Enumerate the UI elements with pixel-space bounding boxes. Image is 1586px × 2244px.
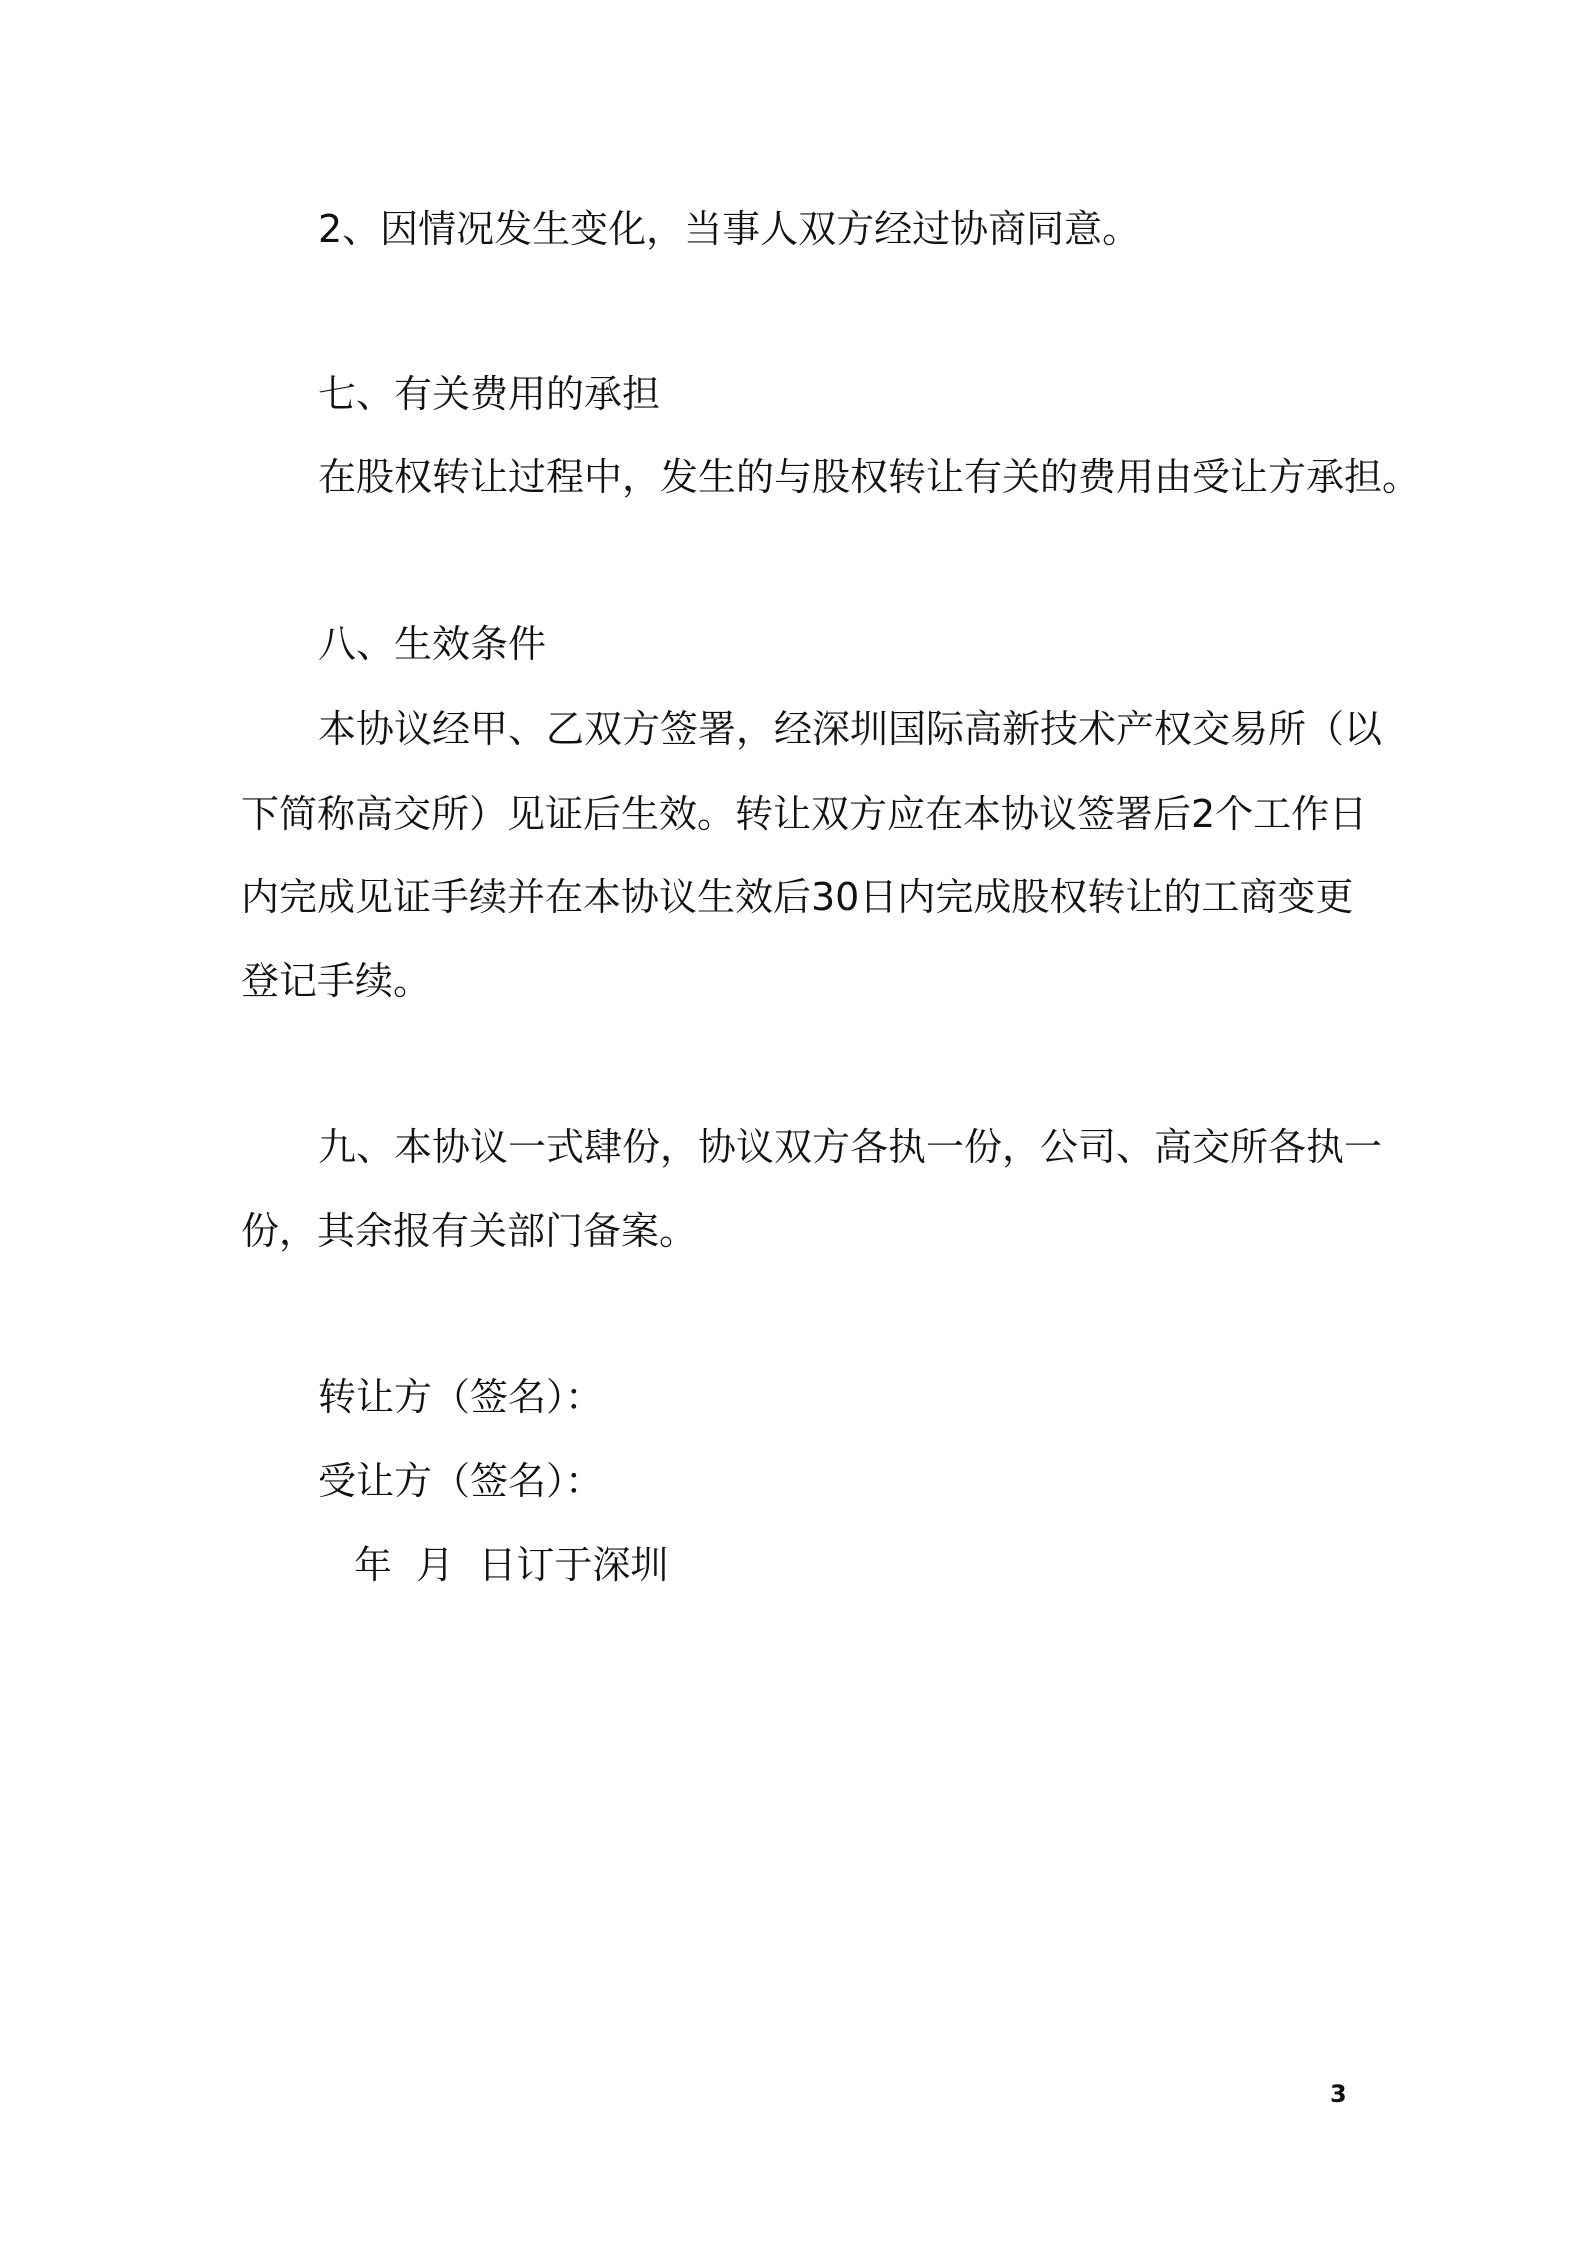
clause-2-paragraph: 2、因情况发生变化，当事人双方经过协商同意。 [318, 207, 1141, 251]
section-8-paragraph-line-3: 内完成见证手续并在本协议生效后30日内完成股权转让的工商变更 [241, 875, 1354, 919]
transferee-signature-line: 受让方（签名）： [318, 1459, 604, 1503]
section-9-paragraph-line-2: 份，其余报有关部门备案。 [241, 1209, 698, 1253]
section-8-paragraph-line-4: 登记手续。 [241, 959, 432, 1003]
section-8-paragraph-line-1: 本协议经甲、乙双方签署，经深圳国际高新技术产权交易所（以 [318, 707, 1383, 751]
signing-date-place: 年 月 日订于深圳 [354, 1543, 669, 1587]
section-7-heading: 七、有关费用的承担 [318, 372, 661, 416]
section-9-paragraph-line-1: 九、本协议一式肆份，协议双方各执一份，公司、高交所各执一 [318, 1125, 1383, 1169]
transferor-signature-line: 转让方（签名）： [318, 1375, 604, 1419]
section-8-paragraph-line-2: 下简称高交所）见证后生效。转让双方应在本协议签署后2个工作日 [241, 792, 1368, 836]
page-number: 3 [1330, 2080, 1347, 2108]
section-7-paragraph: 在股权转让过程中，发生的与股权转让有关的费用由受让方承担。 [318, 455, 1421, 499]
section-8-heading: 八、生效条件 [318, 622, 547, 666]
